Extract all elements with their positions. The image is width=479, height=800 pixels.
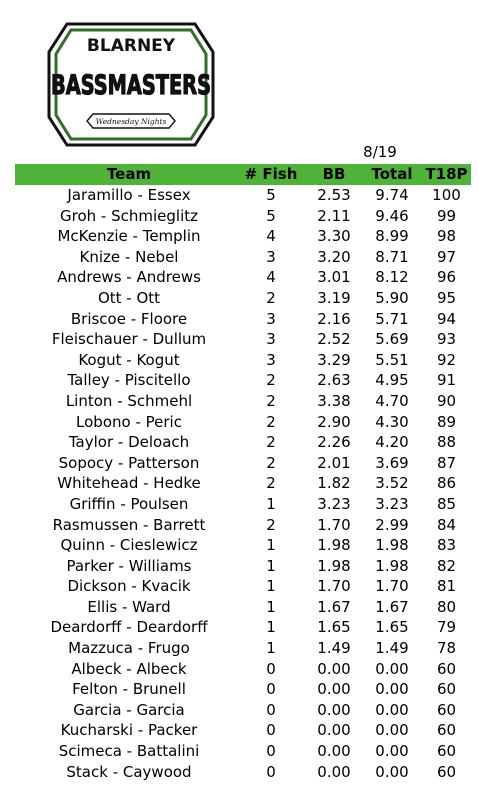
cell-fish: 3 [266, 247, 276, 266]
cell-fish: 3 [266, 330, 276, 349]
cell-bb: 0.00 [317, 742, 351, 761]
cell-t18p: 60 [436, 742, 457, 761]
cell-fish: 1 [266, 639, 276, 658]
table-row [15, 762, 471, 783]
cell-t18p: 94 [436, 309, 457, 328]
cell-fish: 1 [266, 577, 276, 596]
cell-total: 3.23 [375, 494, 409, 513]
table-row [15, 659, 471, 680]
header-t18p: T18P [425, 165, 468, 183]
table-row [15, 412, 471, 433]
cell-team: Dickson - Kvacik [67, 577, 191, 596]
table-row [15, 473, 471, 494]
cell-total: 4.95 [375, 371, 409, 390]
cell-total: 0.00 [375, 700, 409, 719]
cell-fish: 0 [266, 700, 276, 719]
cell-total: 1.65 [375, 618, 409, 637]
cell-total: 1.49 [375, 639, 409, 658]
table-row [15, 597, 471, 618]
cell-total: 1.98 [375, 536, 409, 555]
header-bb: BB [322, 165, 346, 183]
cell-total: 0.00 [375, 680, 409, 699]
table-row [15, 391, 471, 412]
table-row [15, 226, 471, 247]
table-row [15, 679, 471, 700]
table-row [15, 267, 471, 288]
cell-fish: 5 [266, 206, 276, 225]
cell-total: 0.00 [375, 659, 409, 678]
cell-total: 9.74 [375, 186, 409, 204]
table-header [15, 164, 471, 185]
cell-team: Groh - Schmieglitz [60, 206, 198, 225]
cell-fish: 0 [266, 659, 276, 678]
logo-line1: BLARNEY [86, 36, 176, 56]
cell-total: 1.98 [375, 556, 409, 575]
cell-t18p: 60 [436, 659, 457, 678]
cell-t18p: 78 [436, 639, 457, 658]
table-row [15, 370, 471, 391]
cell-fish: 2 [266, 433, 276, 452]
cell-team: Felton - Brunell [72, 680, 186, 699]
cell-t18p: 87 [436, 453, 457, 472]
cell-bb: 3.19 [317, 288, 351, 307]
cell-t18p: 86 [436, 474, 457, 493]
table-row [15, 720, 471, 741]
table-row [15, 556, 471, 577]
cell-team: Griffin - Poulsen [69, 494, 189, 513]
table-row [15, 617, 471, 638]
cell-bb: 1.70 [317, 577, 351, 596]
cell-total: 8.12 [375, 268, 409, 287]
cell-team: Parker - Williams [66, 556, 192, 575]
cell-t18p: 98 [436, 227, 457, 246]
table-row [15, 535, 471, 556]
cell-fish: 1 [266, 494, 276, 513]
cell-fish: 0 [266, 680, 276, 699]
cell-t18p: 96 [436, 268, 457, 287]
cell-bb: 2.52 [317, 330, 351, 349]
cell-total: 4.70 [375, 391, 409, 410]
cell-total: 3.52 [375, 474, 409, 493]
cell-fish: 0 [266, 742, 276, 761]
cell-t18p: 85 [436, 494, 457, 513]
cell-team: Sopocy - Patterson [58, 453, 200, 472]
table-row [15, 206, 471, 227]
cell-fish: 2 [266, 453, 276, 472]
cell-t18p: 82 [436, 556, 457, 575]
cell-fish: 2 [266, 412, 276, 431]
cell-t18p: 93 [436, 330, 457, 349]
cell-t18p: 97 [436, 247, 457, 266]
cell-bb: 1.65 [317, 618, 351, 637]
cell-bb: 2.53 [317, 186, 351, 204]
table-row [15, 288, 471, 309]
cell-t18p: 79 [436, 618, 457, 637]
cell-bb: 2.11 [317, 206, 351, 225]
date-label: 8/19 [363, 143, 397, 161]
cell-bb: 3.01 [317, 268, 351, 287]
cell-team: Scimeca - Battalini [58, 742, 200, 761]
cell-team: Rasmussen - Barrett [52, 515, 206, 534]
table-row [15, 309, 471, 330]
cell-bb: 0.00 [317, 721, 351, 740]
standings-table [15, 185, 471, 782]
cell-fish: 3 [266, 309, 276, 328]
cell-bb: 0.00 [317, 700, 351, 719]
cell-total: 5.51 [375, 350, 409, 369]
cell-t18p: 84 [436, 515, 457, 534]
cell-fish: 0 [266, 762, 276, 781]
logo-line2: BASSMASTERS [51, 70, 211, 101]
cell-fish: 2 [266, 474, 276, 493]
cell-fish: 2 [266, 371, 276, 390]
table-row [15, 700, 471, 721]
cell-total: 5.69 [375, 330, 409, 349]
cell-fish: 1 [266, 536, 276, 555]
cell-team: Briscoe - Floore [70, 309, 188, 328]
header-total: Total [371, 165, 413, 183]
cell-t18p: 60 [436, 680, 457, 699]
cell-team: Stack - Caywood [66, 762, 192, 781]
cell-team: Deardorff - Deardorff [50, 618, 208, 637]
cell-bb: 2.63 [317, 371, 351, 390]
cell-fish: 1 [266, 618, 276, 637]
cell-bb: 0.00 [317, 659, 351, 678]
cell-fish: 2 [266, 391, 276, 410]
cell-total: 8.99 [375, 227, 409, 246]
cell-fish: 5 [266, 186, 276, 204]
cell-t18p: 88 [436, 433, 457, 452]
cell-t18p: 92 [436, 350, 457, 369]
cell-bb: 1.49 [317, 639, 351, 658]
cell-team: Mazzuca - Frugo [68, 639, 190, 658]
cell-total: 2.99 [375, 515, 409, 534]
cell-bb: 3.29 [317, 350, 351, 369]
table-row [15, 741, 471, 762]
cell-fish: 1 [266, 556, 276, 575]
cell-bb: 2.16 [317, 309, 351, 328]
cell-team: McKenzie - Templin [57, 227, 201, 246]
cell-t18p: 100 [432, 186, 461, 204]
cell-team: Kucharski - Packer [60, 721, 198, 740]
cell-fish: 4 [266, 227, 276, 246]
cell-total: 4.20 [375, 433, 409, 452]
cell-team: Talley - Piscitello [67, 371, 191, 390]
cell-total: 3.69 [375, 453, 409, 472]
cell-bb: 3.20 [317, 247, 351, 266]
cell-team: Albeck - Albeck [71, 659, 187, 678]
header-fish: # Fish [244, 165, 298, 183]
table-row [15, 350, 471, 371]
cell-t18p: 60 [436, 700, 457, 719]
cell-bb: 1.82 [317, 474, 351, 493]
cell-bb: 1.98 [317, 556, 351, 575]
logo-banner-text: Wednesday Nights [95, 117, 167, 126]
cell-fish: 4 [266, 268, 276, 287]
cell-t18p: 90 [436, 391, 457, 410]
cell-team: Fleischauer - Dullum [51, 330, 207, 349]
cell-total: 5.90 [375, 288, 409, 307]
table-row [15, 453, 471, 474]
cell-t18p: 89 [436, 412, 457, 431]
cell-total: 5.71 [375, 309, 409, 328]
table-row [15, 576, 471, 597]
cell-bb: 1.67 [317, 597, 351, 616]
cell-t18p: 99 [436, 206, 457, 225]
cell-team: Ott - Ott [97, 288, 161, 307]
cell-team: Quinn - Cieslewicz [60, 536, 198, 555]
cell-total: 1.67 [375, 597, 409, 616]
cell-bb: 3.38 [317, 391, 351, 410]
cell-total: 4.30 [375, 412, 409, 431]
cell-team: Andrews - Andrews [57, 268, 201, 287]
cell-total: 0.00 [375, 721, 409, 740]
cell-fish: 3 [266, 350, 276, 369]
cell-team: Jaramillo - Essex [67, 186, 191, 204]
cell-fish: 2 [266, 288, 276, 307]
table-row [15, 185, 471, 206]
table-row [15, 515, 471, 536]
cell-bb: 0.00 [317, 762, 351, 781]
cell-team: Whitehead - Hedke [57, 474, 201, 493]
cell-bb: 1.98 [317, 536, 351, 555]
cell-team: Ellis - Ward [87, 597, 171, 616]
cell-t18p: 81 [436, 577, 457, 596]
cell-team: Taylor - Deloach [68, 433, 190, 452]
cell-bb: 0.00 [317, 680, 351, 699]
table-row [15, 247, 471, 268]
cell-bb: 2.26 [317, 433, 351, 452]
table-row [15, 329, 471, 350]
cell-t18p: 91 [436, 371, 457, 390]
cell-t18p: 83 [436, 536, 457, 555]
cell-bb: 2.01 [317, 453, 351, 472]
cell-total: 0.00 [375, 742, 409, 761]
cell-t18p: 80 [436, 597, 457, 616]
table-row [15, 638, 471, 659]
cell-fish: 2 [266, 515, 276, 534]
cell-fish: 0 [266, 721, 276, 740]
cell-total: 0.00 [375, 762, 409, 781]
cell-team: Garcia - Garcia [73, 700, 185, 719]
table-row [15, 432, 471, 453]
header-team: Team [106, 165, 152, 183]
cell-total: 1.70 [375, 577, 409, 596]
cell-bb: 3.30 [317, 227, 351, 246]
cell-t18p: 60 [436, 721, 457, 740]
cell-t18p: 95 [436, 288, 457, 307]
cell-bb: 1.70 [317, 515, 351, 534]
cell-team: Kogut - Kogut [78, 350, 180, 369]
cell-team: Knize - Nebel [79, 247, 179, 266]
cell-fish: 1 [266, 597, 276, 616]
cell-team: Lobono - Peric [76, 412, 182, 431]
cell-bb: 3.23 [317, 494, 351, 513]
cell-bb: 2.90 [317, 412, 351, 431]
cell-total: 9.46 [375, 206, 409, 225]
cell-team: Linton - Schmehl [65, 391, 193, 410]
cell-t18p: 60 [436, 762, 457, 781]
cell-total: 8.71 [375, 247, 409, 266]
table-row [15, 494, 471, 515]
blarney-bassmasters-logo [47, 22, 215, 147]
